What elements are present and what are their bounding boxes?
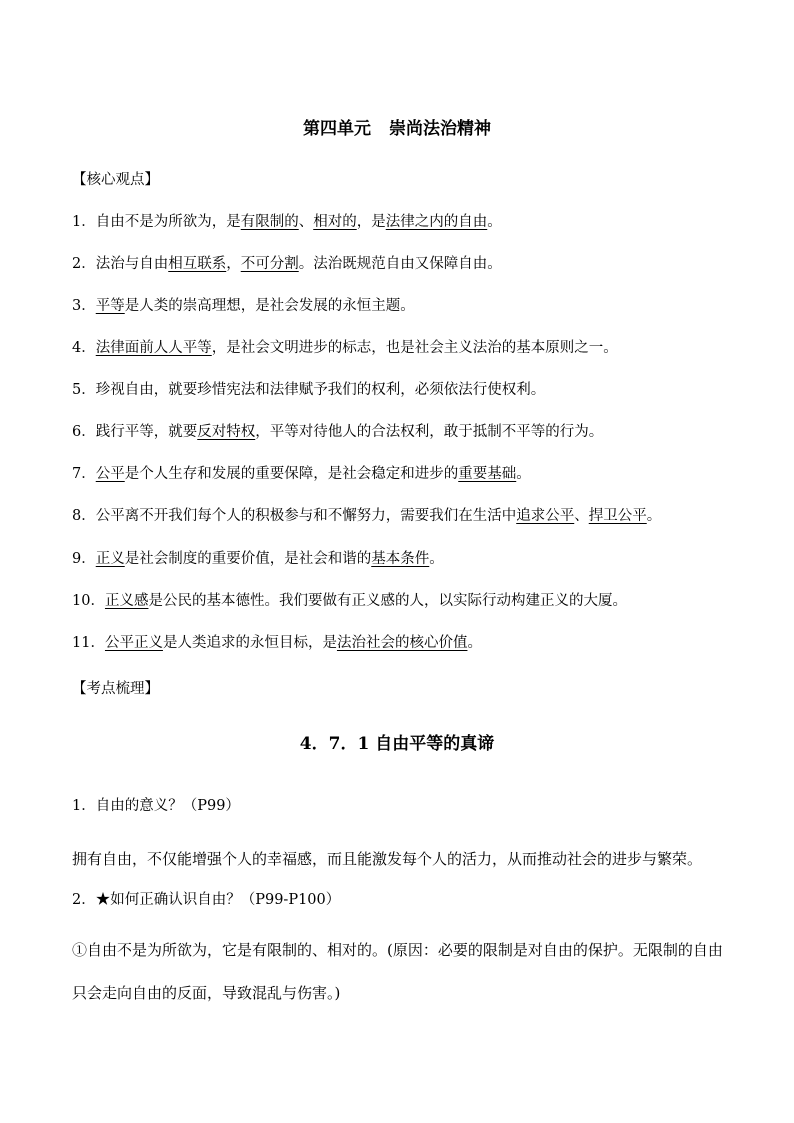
point-text: 8．公平离不开我们每个人的积极参与和不懈努力，需要我们在生活中 (72, 508, 517, 524)
point-text: 是公民的基本德性。我们要做有正义感的人，以实际行动构建正义的大厦。 (148, 593, 627, 609)
key-term: 相互联系 (168, 256, 227, 272)
core-point-7 (72, 463, 531, 485)
point-text: 。 (646, 508, 662, 524)
core-point-2 (72, 253, 502, 275)
question-1-label: 1．自由的意义？（P99） (72, 798, 240, 814)
point-text: 1．自由不是为所欲为，是 (72, 214, 241, 230)
point-text: 2．法治与自由 (72, 256, 169, 272)
unit-title (0, 117, 794, 141)
key-term: 公平正义 (104, 635, 163, 651)
core-point-3 (72, 295, 415, 317)
point-text: 、 (298, 214, 314, 230)
key-term: 相对的 (313, 214, 357, 230)
core-point-9 (72, 548, 444, 570)
point-text: 是人类追求的永恒目标，是 (162, 635, 337, 651)
point-text: ，是社会文明进步的标志，也是社会主义法治的基本原则之一。 (211, 340, 618, 356)
core-point-5 (72, 379, 545, 401)
core-point-6 (72, 421, 603, 443)
key-term: 基本条件 (371, 551, 430, 567)
key-term: 平等 (95, 298, 125, 314)
question-2-label: 2．★如何正确认识自由？（P99-P100） (72, 892, 341, 908)
core-point-1 (72, 211, 502, 233)
key-term: 正义 (95, 551, 125, 567)
key-term: 正义感 (104, 593, 149, 609)
point-text: 9． (72, 551, 96, 567)
key-term: 有限制的 (240, 214, 299, 230)
point-text: 3． (72, 298, 96, 314)
unit-title-number: 第四单元 (303, 119, 371, 139)
key-term: 不可分割 (240, 256, 299, 272)
point-text: 6．践行平等，就要 (72, 424, 198, 440)
point-text: 11． (72, 635, 105, 651)
point-text: ，平等对待他人的合法权利，敢于抵制不平等的行为。 (255, 424, 604, 440)
point-text: 10． (72, 593, 105, 609)
section-title: 4．7．1 自由平等的真谛 (299, 734, 495, 754)
key-term: 重要基础 (458, 466, 517, 482)
key-term: 法治社会的核心价值 (336, 635, 468, 651)
key-term: 反对特权 (197, 424, 256, 440)
point-text: 。 (516, 466, 531, 482)
point-text: 。法治既规范自由又保障自由。 (298, 256, 502, 272)
key-term: 捍卫公平 (588, 508, 647, 524)
point-text: 、 (574, 508, 589, 524)
core-point-8 (72, 505, 661, 527)
exam-heading: 【考点梳理】 (72, 681, 159, 697)
point-text: 7． (72, 466, 96, 482)
core-point-11 (72, 632, 482, 654)
point-text: 5．珍视自由，就要珍惜宪法和法律赋予我们的权利，必须依法行使权利。 (72, 382, 546, 398)
point-text: 4． (72, 340, 96, 356)
point-text: 是社会制度的重要价值，是社会和谐的 (124, 551, 372, 567)
point-text: 。 (467, 635, 482, 651)
key-term: 法律之内的自由 (385, 214, 488, 230)
core-point-4 (72, 337, 618, 359)
point-text: 是个人生存和发展的重要保障，是社会稳定和进步的 (124, 466, 459, 482)
question-2-answer: ①自由不是为所欲为，它是有限制的、相对的。(原因：必要的限制是对自由的保护。无限制的自由只会走向自由的反面，导致混乱与伤害。) (72, 941, 723, 1002)
key-term: 法律面前人人平等 (95, 340, 212, 356)
unit-title-name: 崇尚法治精神 (389, 119, 491, 139)
point-text: ，是 (356, 214, 386, 230)
point-text: 。 (429, 551, 444, 567)
point-text: ， (226, 256, 241, 272)
point-text: 。 (487, 214, 502, 230)
point-text: 是人类的崇高理想，是社会发展的永恒主题。 (124, 298, 415, 314)
core-heading: 【核心观点】 (72, 172, 159, 188)
question-1-answer: 拥有自由，不仅能增强个人的幸福感，而且能激发每个人的活力，从而推动社会的进步与繁荣。 (72, 850, 703, 868)
key-term: 追求公平 (516, 508, 575, 524)
core-point-10 (72, 590, 627, 612)
key-term: 公平 (95, 466, 125, 482)
